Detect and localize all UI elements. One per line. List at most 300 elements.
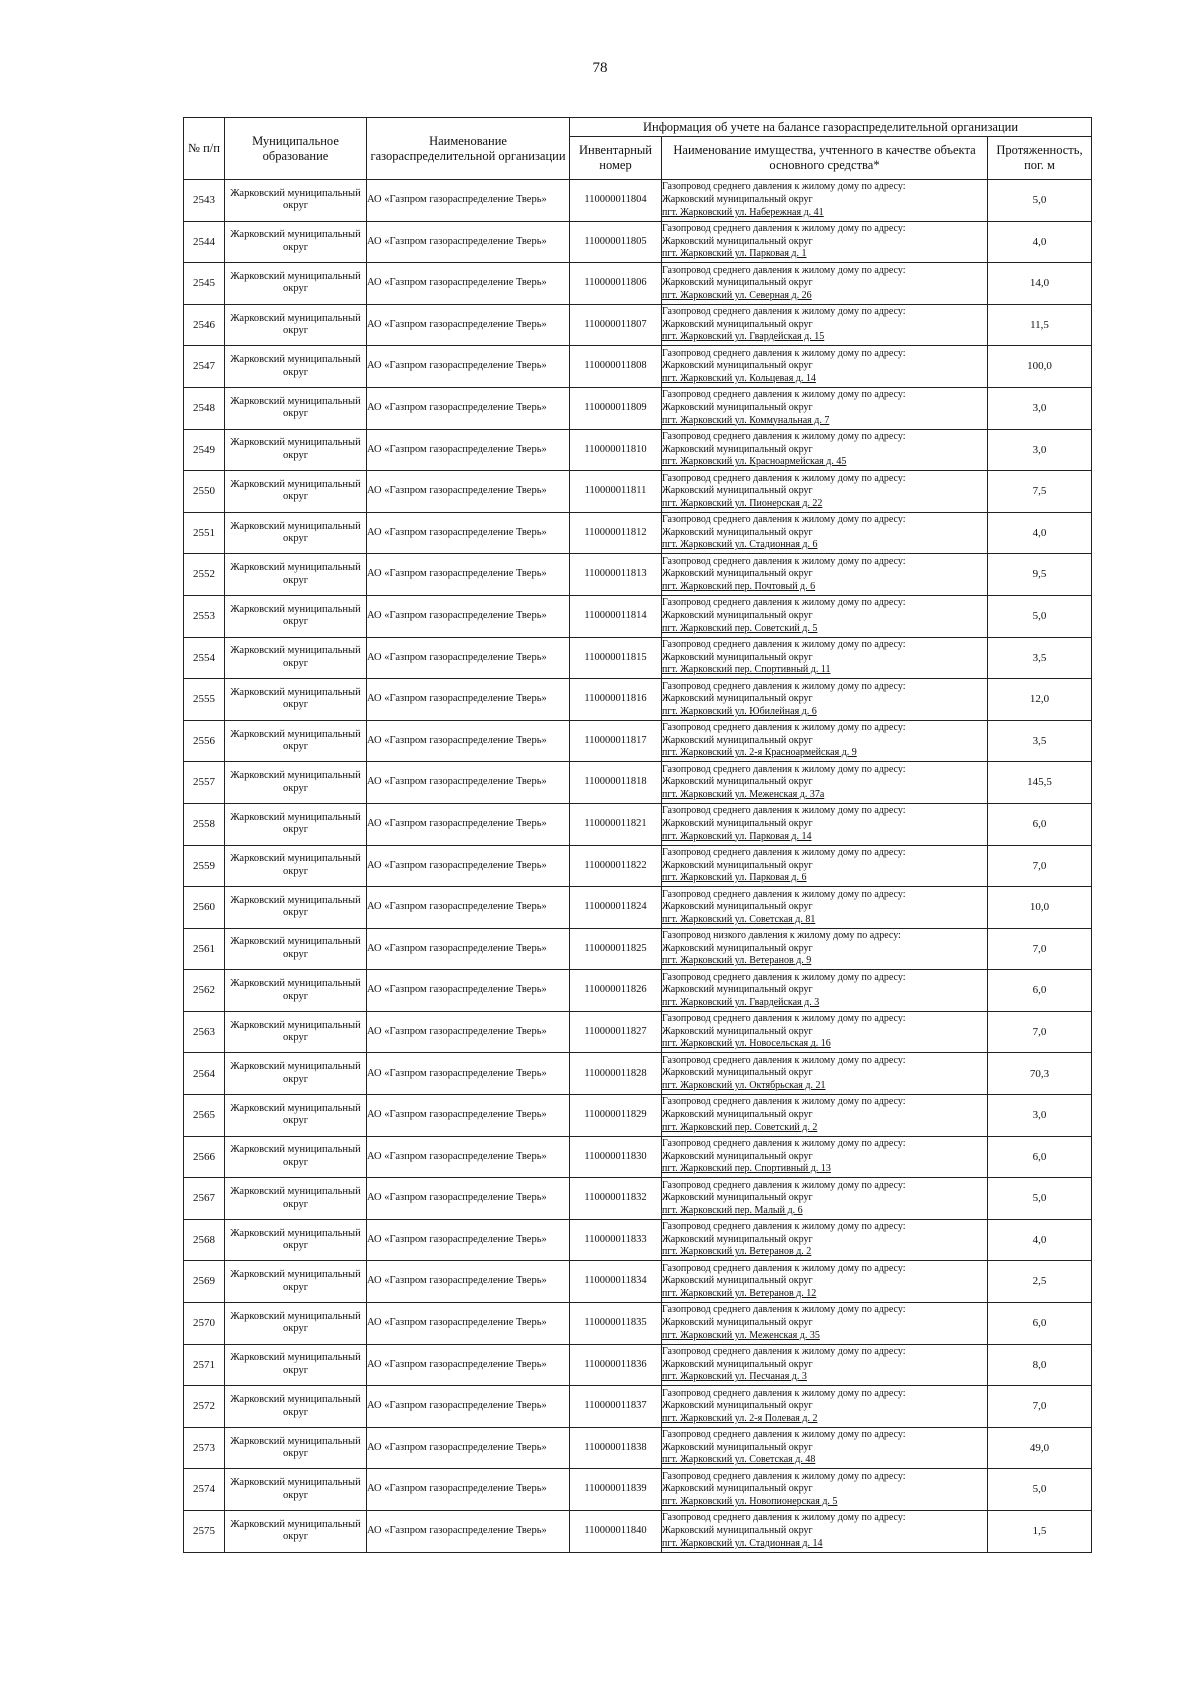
inventory-number-cell: 110000011835 — [570, 1303, 662, 1345]
organization-cell: АО «Газпром газораспределение Тверь» — [367, 637, 570, 679]
asset-name-line: Жарковский муниципальный округ — [662, 776, 813, 788]
table-row — [184, 679, 1092, 721]
asset-name-line: Жарковский муниципальный округ — [662, 609, 813, 621]
asset-name-line: Газопровод среднего давления к жилому дому по адресу: — [662, 597, 906, 609]
row-number: 2561 — [184, 928, 225, 970]
asset-name-cell — [662, 346, 988, 388]
header-municipality: Муниципальное образование — [225, 118, 367, 180]
municipality-cell: Жарковский муниципальный округ — [225, 554, 367, 596]
length-cell: 6,0 — [988, 1303, 1092, 1345]
asset-name-cell — [662, 512, 988, 554]
asset-name-line: Жарковский муниципальный округ — [662, 526, 813, 538]
organization-cell: АО «Газпром газораспределение Тверь» — [367, 679, 570, 721]
inventory-number-cell: 110000011804 — [570, 180, 662, 222]
asset-name-line: пгт. Жарковский ул. Советская д. 48 — [662, 1454, 816, 1466]
table-row — [184, 221, 1092, 263]
length-cell: 3,0 — [988, 387, 1092, 429]
municipality-cell: Жарковский муниципальный округ — [225, 845, 367, 887]
asset-name-line: Жарковский муниципальный округ — [662, 443, 813, 455]
municipality-cell: Жарковский муниципальный округ — [225, 762, 367, 804]
asset-name-line: Жарковский муниципальный округ — [662, 1192, 813, 1204]
table-row — [184, 1095, 1092, 1137]
asset-name-cell — [662, 637, 988, 679]
asset-name-line: Газопровод среднего давления к жилому дому по адресу: — [662, 1387, 906, 1399]
asset-name-line: Газопровод среднего давления к жилому дому по адресу: — [662, 638, 906, 650]
page-number: 78 — [592, 60, 608, 76]
table-row — [184, 346, 1092, 388]
table-row — [184, 1136, 1092, 1178]
asset-name-line: Жарковский муниципальный округ — [662, 568, 813, 580]
asset-name-cell — [662, 845, 988, 887]
asset-name-line: Жарковский муниципальный округ — [662, 942, 813, 954]
table-row — [184, 887, 1092, 929]
table-row — [184, 1053, 1092, 1095]
asset-name-line: Газопровод среднего давления к жилому дому по адресу: — [662, 1096, 906, 1108]
asset-name-line: пгт. Жарковский ул. 2-я Полевая д. 2 — [662, 1412, 818, 1424]
municipality-cell: Жарковский муниципальный округ — [225, 1469, 367, 1511]
inventory-number-cell: 110000011805 — [570, 221, 662, 263]
asset-name-line: Газопровод среднего давления к жилому дому по адресу: — [662, 1470, 906, 1482]
asset-name-line: Газопровод среднего давления к жилому дому по адресу: — [662, 888, 906, 900]
asset-name-line: Газопровод среднего давления к жилому дому по адресу: — [662, 1346, 906, 1358]
table-row — [184, 1178, 1092, 1220]
asset-name-cell — [662, 471, 988, 513]
inventory-number-cell: 110000011825 — [570, 928, 662, 970]
municipality-cell: Жарковский муниципальный округ — [225, 1178, 367, 1220]
asset-name-line: пгт. Жарковский ул. Парковая д. 6 — [662, 872, 807, 884]
row-number: 2549 — [184, 429, 225, 471]
length-cell: 3,0 — [988, 429, 1092, 471]
inventory-number-cell: 110000011807 — [570, 304, 662, 346]
asset-name-line: Жарковский муниципальный округ — [662, 859, 813, 871]
asset-name-line: Жарковский муниципальный округ — [662, 1400, 813, 1412]
table-body — [184, 180, 1092, 1553]
asset-name-cell — [662, 1261, 988, 1303]
asset-name-line: Газопровод среднего давления к жилому дому по адресу: — [662, 1429, 906, 1441]
length-cell: 10,0 — [988, 887, 1092, 929]
municipality-cell: Жарковский муниципальный округ — [225, 1053, 367, 1095]
asset-name-line: пгт. Жарковский ул. Стадионная д. 6 — [662, 539, 818, 551]
length-cell: 145,5 — [988, 762, 1092, 804]
asset-name-line: Жарковский муниципальный округ — [662, 277, 813, 289]
asset-name-line: пгт. Жарковский ул. Меженская д. 37а — [662, 788, 825, 800]
inventory-number-cell: 110000011830 — [570, 1136, 662, 1178]
asset-name-cell — [662, 1178, 988, 1220]
organization-cell: АО «Газпром газораспределение Тверь» — [367, 180, 570, 222]
row-number: 2543 — [184, 180, 225, 222]
asset-name-line: пгт. Жарковский пер. Спортивный д. 11 — [662, 664, 831, 676]
asset-name-line: Газопровод среднего давления к жилому дому по адресу: — [662, 1013, 906, 1025]
municipality-cell: Жарковский муниципальный округ — [225, 887, 367, 929]
asset-name-line: Газопровод среднего давления к жилому дому по адресу: — [662, 1179, 906, 1191]
row-number: 2571 — [184, 1344, 225, 1386]
municipality-cell: Жарковский муниципальный округ — [225, 471, 367, 513]
asset-name-line: Жарковский муниципальный округ — [662, 1441, 813, 1453]
asset-name-line: Газопровод среднего давления к жилому дому по адресу: — [662, 1221, 906, 1233]
organization-cell: АО «Газпром газораспределение Тверь» — [367, 1386, 570, 1428]
asset-name-line: Жарковский муниципальный округ — [662, 651, 813, 663]
organization-cell: АО «Газпром газораспределение Тверь» — [367, 512, 570, 554]
asset-name-line: Газопровод среднего давления к жилому дому по адресу: — [662, 223, 906, 234]
inventory-number-cell: 110000011827 — [570, 1011, 662, 1053]
asset-name-line: пгт. Жарковский ул. Красноармейская д. 45 — [662, 456, 847, 468]
asset-name-line: пгт. Жарковский ул. Ветеранов д. 2 — [662, 1246, 812, 1258]
municipality-cell: Жарковский муниципальный округ — [225, 263, 367, 305]
table-row — [184, 1303, 1092, 1345]
asset-name-line: Газопровод среднего давления к жилому дому по адресу: — [662, 1512, 906, 1524]
municipality-cell: Жарковский муниципальный округ — [225, 1219, 367, 1261]
asset-name-line: пгт. Жарковский пер. Малый д. 6 — [662, 1204, 803, 1216]
header-organization: Наименование газораспределительной организации — [367, 118, 570, 180]
asset-name-line: Жарковский муниципальный округ — [662, 1067, 813, 1079]
municipality-cell: Жарковский муниципальный округ — [225, 346, 367, 388]
asset-name-line: Газопровод среднего давления к жилому дому по адресу: — [662, 971, 906, 983]
organization-cell: АО «Газпром газораспределение Тверь» — [367, 803, 570, 845]
inventory-number-cell: 110000011837 — [570, 1386, 662, 1428]
municipality-cell: Жарковский муниципальный округ — [225, 304, 367, 346]
asset-registry-table — [183, 117, 1092, 1553]
table-row — [184, 928, 1092, 970]
asset-name-cell — [662, 1095, 988, 1137]
municipality-cell: Жарковский муниципальный округ — [225, 720, 367, 762]
organization-cell: АО «Газпром газораспределение Тверь» — [367, 1261, 570, 1303]
length-cell: 11,5 — [988, 304, 1092, 346]
asset-name-line: пгт. Жарковский ул. Ветеранов д. 9 — [662, 955, 812, 967]
table-row — [184, 554, 1092, 596]
asset-name-cell — [662, 554, 988, 596]
municipality-cell: Жарковский муниципальный округ — [225, 679, 367, 721]
organization-cell: АО «Газпром газораспределение Тверь» — [367, 304, 570, 346]
municipality-cell: Жарковский муниципальный округ — [225, 803, 367, 845]
asset-name-cell — [662, 970, 988, 1012]
municipality-cell: Жарковский муниципальный округ — [225, 928, 367, 970]
inventory-number-cell: 110000011838 — [570, 1427, 662, 1469]
table-row — [184, 845, 1092, 887]
row-number: 2557 — [184, 762, 225, 804]
asset-name-cell — [662, 1219, 988, 1261]
asset-name-line: Жарковский муниципальный округ — [662, 734, 813, 746]
header-inventory-number: Инвентарный номер — [570, 137, 662, 180]
asset-name-line: пгт. Жарковский ул. Парковая д. 1 — [662, 248, 807, 260]
organization-cell: АО «Газпром газораспределение Тверь» — [367, 221, 570, 263]
row-number: 2553 — [184, 595, 225, 637]
row-number: 2545 — [184, 263, 225, 305]
asset-name-line: Газопровод среднего давления к жилому дому по адресу: — [662, 306, 906, 318]
table-row — [184, 471, 1092, 513]
organization-cell: АО «Газпром газораспределение Тверь» — [367, 1095, 570, 1137]
length-cell: 9,5 — [988, 554, 1092, 596]
row-number: 2575 — [184, 1511, 225, 1553]
asset-name-line: пгт. Жарковский ул. Кольцевая д. 14 — [662, 372, 816, 384]
asset-name-line: Жарковский муниципальный округ — [662, 360, 813, 372]
inventory-number-cell: 110000011810 — [570, 429, 662, 471]
asset-name-line: пгт. Жарковский ул. Стадионная д. 14 — [662, 1537, 823, 1549]
row-number: 2563 — [184, 1011, 225, 1053]
municipality-cell: Жарковский муниципальный округ — [225, 180, 367, 222]
length-cell: 7,5 — [988, 471, 1092, 513]
length-cell: 3,0 — [988, 1095, 1092, 1137]
row-number: 2548 — [184, 387, 225, 429]
municipality-cell: Жарковский муниципальный округ — [225, 1427, 367, 1469]
asset-name-line: пгт. Жарковский ул. Новосельская д. 16 — [662, 1038, 831, 1050]
length-cell: 100,0 — [988, 346, 1092, 388]
inventory-number-cell: 110000011821 — [570, 803, 662, 845]
municipality-cell: Жарковский муниципальный округ — [225, 1386, 367, 1428]
asset-name-line: пгт. Жарковский ул. Меженская д. 35 — [662, 1329, 820, 1341]
length-cell: 4,0 — [988, 1219, 1092, 1261]
inventory-number-cell: 110000011813 — [570, 554, 662, 596]
organization-cell: АО «Газпром газораспределение Тверь» — [367, 387, 570, 429]
asset-name-line: Жарковский муниципальный округ — [662, 1317, 813, 1329]
organization-cell: АО «Газпром газораспределение Тверь» — [367, 471, 570, 513]
table-row — [184, 803, 1092, 845]
length-cell: 7,0 — [988, 1386, 1092, 1428]
asset-name-cell — [662, 1011, 988, 1053]
inventory-number-cell: 110000011822 — [570, 845, 662, 887]
asset-name-line: Жарковский муниципальный округ — [662, 485, 813, 497]
organization-cell: АО «Газпром газораспределение Тверь» — [367, 1178, 570, 1220]
inventory-number-cell: 110000011817 — [570, 720, 662, 762]
table-row — [184, 1261, 1092, 1303]
organization-cell: АО «Газпром газораспределение Тверь» — [367, 928, 570, 970]
header-asset-name: Наименование имущества, учтенного в качестве объекта основного средства* — [662, 137, 988, 180]
table-row — [184, 637, 1092, 679]
length-cell: 14,0 — [988, 263, 1092, 305]
organization-cell: АО «Газпром газораспределение Тверь» — [367, 263, 570, 305]
asset-name-line: Жарковский муниципальный округ — [662, 1233, 813, 1245]
row-number: 2550 — [184, 471, 225, 513]
asset-name-line: Газопровод среднего давления к жилому дому по адресу: — [662, 1138, 906, 1150]
municipality-cell: Жарковский муниципальный округ — [225, 637, 367, 679]
asset-name-line: Жарковский муниципальный округ — [662, 1150, 813, 1162]
asset-name-line: Газопровод среднего давления к жилому дому по адресу: — [662, 1262, 906, 1274]
row-number: 2572 — [184, 1386, 225, 1428]
asset-name-line: пгт. Жарковский ул. Ветеранов д. 12 — [662, 1288, 817, 1300]
row-number: 2544 — [184, 221, 225, 263]
asset-name-cell — [662, 1303, 988, 1345]
municipality-cell: Жарковский муниципальный округ — [225, 1095, 367, 1137]
asset-name-line: Газопровод среднего давления к жилому дому по адресу: — [662, 680, 906, 692]
organization-cell: АО «Газпром газораспределение Тверь» — [367, 1303, 570, 1345]
length-cell: 2,5 — [988, 1261, 1092, 1303]
municipality-cell: Жарковский муниципальный округ — [225, 1011, 367, 1053]
asset-name-line: Жарковский муниципальный округ — [662, 1025, 813, 1037]
row-number: 2555 — [184, 679, 225, 721]
asset-name-cell — [662, 263, 988, 305]
row-number: 2547 — [184, 346, 225, 388]
inventory-number-cell: 110000011828 — [570, 1053, 662, 1095]
organization-cell: АО «Газпром газораспределение Тверь» — [367, 595, 570, 637]
row-number: 2574 — [184, 1469, 225, 1511]
row-number: 2568 — [184, 1219, 225, 1261]
inventory-number-cell: 110000011826 — [570, 970, 662, 1012]
inventory-number-cell: 110000011833 — [570, 1219, 662, 1261]
inventory-number-cell: 110000011818 — [570, 762, 662, 804]
length-cell: 3,5 — [988, 637, 1092, 679]
asset-name-cell — [662, 887, 988, 929]
organization-cell: АО «Газпром газораспределение Тверь» — [367, 1344, 570, 1386]
asset-name-line: пгт. Жарковский ул. Северная д. 26 — [662, 289, 812, 301]
organization-cell: АО «Газпром газораспределение Тверь» — [367, 429, 570, 471]
organization-cell: АО «Газпром газораспределение Тверь» — [367, 762, 570, 804]
asset-name-line: Жарковский муниципальный округ — [662, 194, 813, 205]
asset-name-line: Жарковский муниципальный округ — [662, 1525, 813, 1536]
inventory-number-cell: 110000011829 — [570, 1095, 662, 1137]
asset-name-cell — [662, 803, 988, 845]
length-cell: 8,0 — [988, 1344, 1092, 1386]
row-number: 2552 — [184, 554, 225, 596]
asset-name-line: Газопровод среднего давления к жилому дому по адресу: — [662, 555, 906, 567]
organization-cell: АО «Газпром газораспределение Тверь» — [367, 887, 570, 929]
inventory-number-cell: 110000011834 — [570, 1261, 662, 1303]
organization-cell: АО «Газпром газораспределение Тверь» — [367, 1053, 570, 1095]
table-row — [184, 1219, 1092, 1261]
municipality-cell: Жарковский муниципальный округ — [225, 1136, 367, 1178]
inventory-number-cell: 110000011811 — [570, 471, 662, 513]
header-num: № п/п — [184, 118, 225, 180]
asset-name-line: пгт. Жарковский пер. Почтовый д. 6 — [662, 580, 816, 592]
asset-name-line: пгт. Жарковский ул. Коммунальная д. 7 — [662, 414, 830, 426]
asset-name-cell — [662, 1469, 988, 1511]
municipality-cell: Жарковский муниципальный округ — [225, 512, 367, 554]
length-cell: 7,0 — [988, 928, 1092, 970]
asset-name-line: Жарковский муниципальный округ — [662, 318, 813, 330]
asset-name-line: пгт. Жарковский ул. Советская д. 81 — [662, 913, 816, 925]
organization-cell: АО «Газпром газораспределение Тверь» — [367, 346, 570, 388]
asset-name-line: Жарковский муниципальный округ — [662, 1109, 813, 1121]
length-cell: 5,0 — [988, 1469, 1092, 1511]
inventory-number-cell: 110000011824 — [570, 887, 662, 929]
table-row — [184, 1011, 1092, 1053]
asset-name-line: Жарковский муниципальный округ — [662, 1358, 813, 1370]
municipality-cell: Жарковский муниципальный округ — [225, 1303, 367, 1345]
table-row — [184, 429, 1092, 471]
asset-name-cell — [662, 928, 988, 970]
organization-cell: АО «Газпром газораспределение Тверь» — [367, 1011, 570, 1053]
row-number: 2560 — [184, 887, 225, 929]
table-row — [184, 762, 1092, 804]
organization-cell: АО «Газпром газораспределение Тверь» — [367, 970, 570, 1012]
table-row — [184, 595, 1092, 637]
asset-name-cell — [662, 1053, 988, 1095]
table-row — [184, 263, 1092, 305]
asset-name-line: пгт. Жарковский ул. Парковая д. 14 — [662, 830, 812, 842]
asset-name-cell — [662, 387, 988, 429]
table-row — [184, 387, 1092, 429]
organization-cell: АО «Газпром газораспределение Тверь» — [367, 720, 570, 762]
inventory-number-cell: 110000011836 — [570, 1344, 662, 1386]
asset-name-line: Жарковский муниципальный округ — [662, 693, 813, 705]
table-row — [184, 512, 1092, 554]
row-number: 2570 — [184, 1303, 225, 1345]
length-cell: 6,0 — [988, 1136, 1092, 1178]
length-cell: 7,0 — [988, 1011, 1092, 1053]
asset-name-line: Газопровод среднего давления к жилому дому по адресу: — [662, 472, 906, 484]
asset-name-line: Газопровод среднего давления к жилому дому по адресу: — [662, 763, 906, 775]
asset-name-line: Газопровод среднего давления к жилому дому по адресу: — [662, 722, 906, 734]
asset-name-line: Газопровод среднего давления к жилому дому по адресу: — [662, 846, 906, 858]
asset-name-line: Жарковский муниципальный округ — [662, 1275, 813, 1287]
asset-name-cell — [662, 221, 988, 263]
length-cell: 5,0 — [988, 180, 1092, 222]
length-cell: 4,0 — [988, 221, 1092, 263]
length-cell: 1,5 — [988, 1511, 1092, 1553]
row-number: 2573 — [184, 1427, 225, 1469]
asset-name-line: Жарковский муниципальный округ — [662, 901, 813, 913]
length-cell: 49,0 — [988, 1427, 1092, 1469]
row-number: 2559 — [184, 845, 225, 887]
inventory-number-cell: 110000011840 — [570, 1511, 662, 1553]
asset-name-cell — [662, 1136, 988, 1178]
length-cell: 6,0 — [988, 970, 1092, 1012]
asset-name-line: Жарковский муниципальный округ — [662, 235, 813, 247]
asset-name-line: пгт. Жарковский ул. 2-я Красноармейская д. 9 — [662, 747, 857, 759]
asset-name-line: Газопровод среднего давления к жилому дому по адресу: — [662, 805, 906, 817]
row-number: 2558 — [184, 803, 225, 845]
length-cell: 70,3 — [988, 1053, 1092, 1095]
asset-name-line: пгт. Жарковский ул. Гвардейская д. 3 — [662, 996, 820, 1008]
table-row — [184, 304, 1092, 346]
asset-name-line: Газопровод среднего давления к жилому дому по адресу: — [662, 1054, 906, 1066]
inventory-number-cell: 110000011806 — [570, 263, 662, 305]
inventory-number-cell: 110000011812 — [570, 512, 662, 554]
header-balance-group: Информация об учете на балансе газораспределительной организации — [570, 118, 1092, 137]
asset-name-line: Газопровод среднего давления к жилому дому по адресу: — [662, 264, 906, 276]
inventory-number-cell: 110000011832 — [570, 1178, 662, 1220]
asset-name-line: Газопровод среднего давления к жилому дому по адресу: — [662, 181, 906, 193]
municipality-cell: Жарковский муниципальный округ — [225, 1261, 367, 1303]
asset-name-line: пгт. Жарковский ул. Песчаная д. 3 — [662, 1371, 807, 1383]
row-number: 2566 — [184, 1136, 225, 1178]
asset-name-cell — [662, 679, 988, 721]
asset-name-line: Жарковский муниципальный округ — [662, 817, 813, 829]
organization-cell: АО «Газпром газораспределение Тверь» — [367, 1511, 570, 1553]
organization-cell: АО «Газпром газораспределение Тверь» — [367, 1219, 570, 1261]
table-row — [184, 1386, 1092, 1428]
table-row — [184, 720, 1092, 762]
row-number: 2551 — [184, 512, 225, 554]
asset-name-cell — [662, 429, 988, 471]
inventory-number-cell: 110000011815 — [570, 637, 662, 679]
inventory-number-cell: 110000011839 — [570, 1469, 662, 1511]
asset-name-cell — [662, 1386, 988, 1428]
row-number: 2567 — [184, 1178, 225, 1220]
asset-name-line: Жарковский муниципальный округ — [662, 984, 813, 996]
row-number: 2554 — [184, 637, 225, 679]
asset-name-line: пгт. Жарковский ул. Гвардейская д. 15 — [662, 331, 825, 343]
asset-name-cell — [662, 304, 988, 346]
municipality-cell: Жарковский муниципальный округ — [225, 387, 367, 429]
asset-name-line: пгт. Жарковский ул. Новопионерская д. 5 — [662, 1496, 838, 1507]
row-number: 2569 — [184, 1261, 225, 1303]
row-number: 2562 — [184, 970, 225, 1012]
length-cell: 7,0 — [988, 845, 1092, 887]
inventory-number-cell: 110000011808 — [570, 346, 662, 388]
table-row — [184, 1427, 1092, 1469]
row-number: 2564 — [184, 1053, 225, 1095]
municipality-cell: Жарковский муниципальный округ — [225, 1344, 367, 1386]
length-cell: 6,0 — [988, 803, 1092, 845]
municipality-cell: Жарковский муниципальный округ — [225, 429, 367, 471]
asset-name-line: Газопровод среднего давления к жилому дому по адресу: — [662, 1304, 906, 1316]
asset-name-line: пгт. Жарковский ул. Юбилейная д. 6 — [662, 705, 817, 717]
asset-name-cell — [662, 1511, 988, 1553]
asset-name-cell — [662, 1427, 988, 1469]
length-cell: 4,0 — [988, 512, 1092, 554]
municipality-cell: Жарковский муниципальный округ — [225, 595, 367, 637]
asset-name-line: пгт. Жарковский ул. Набережная д. 41 — [662, 206, 824, 218]
inventory-number-cell: 110000011816 — [570, 679, 662, 721]
